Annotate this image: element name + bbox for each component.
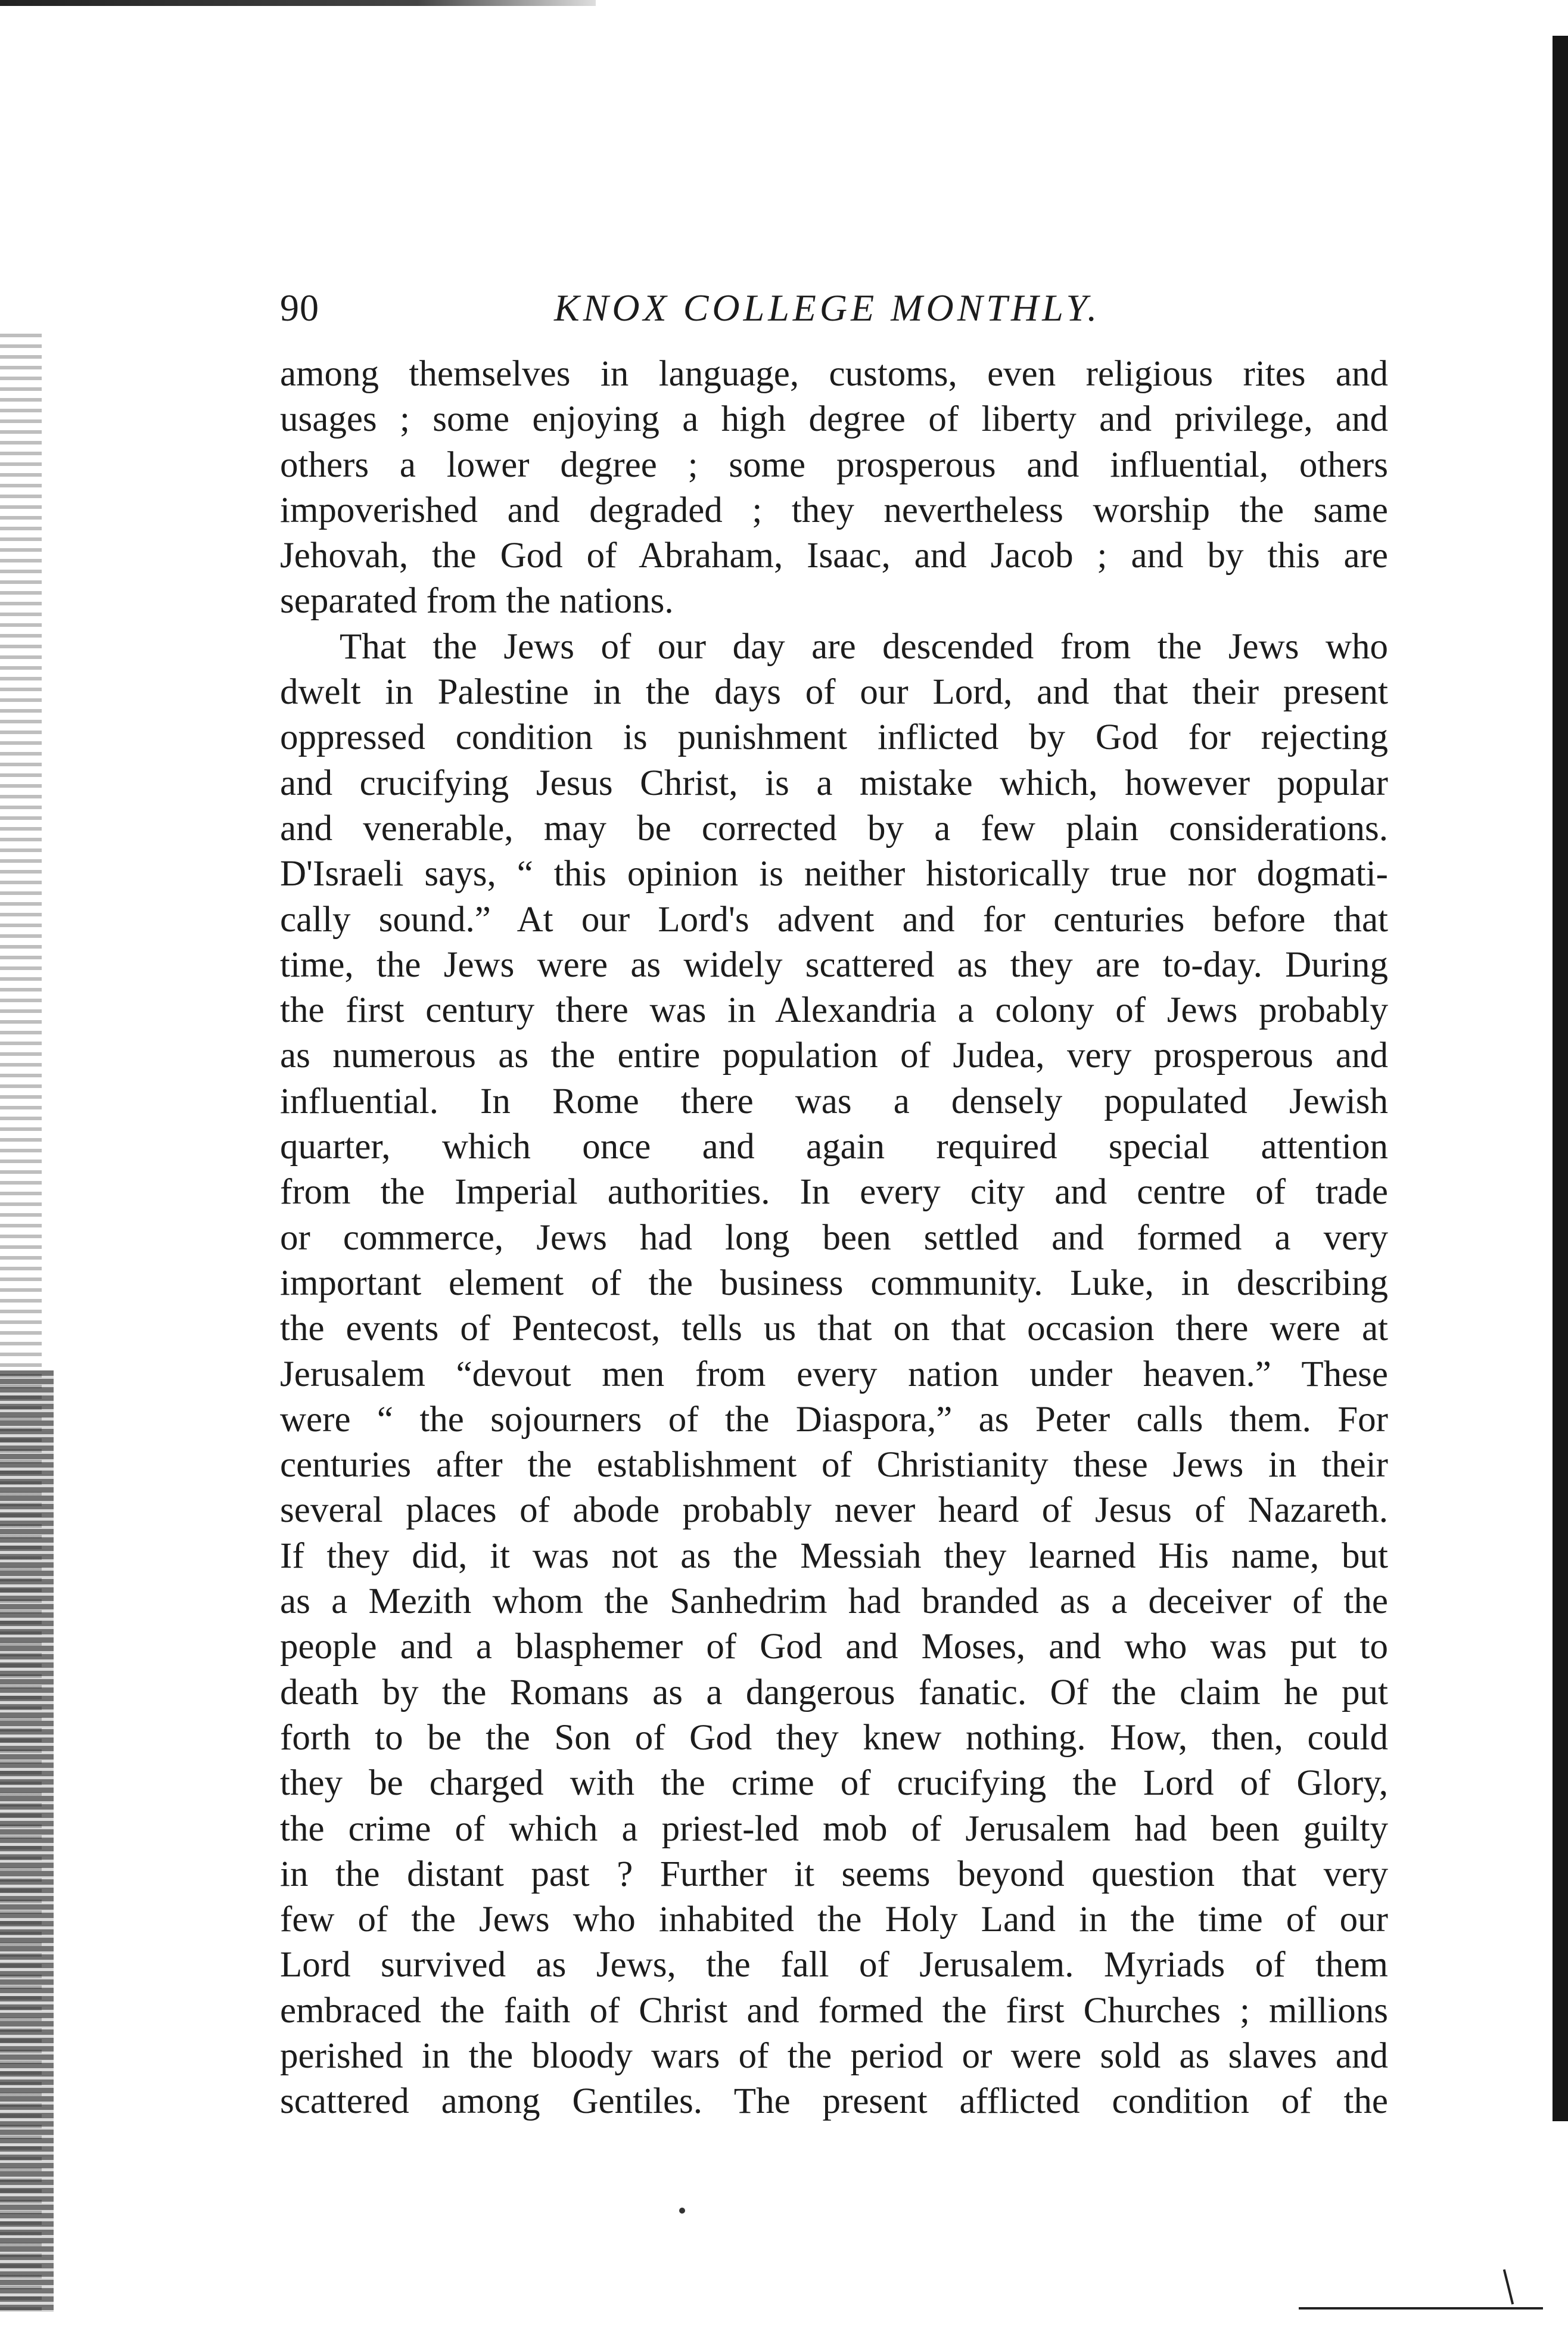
bottom-ink-mark — [1503, 2269, 1514, 2304]
text-line: oppressed condition is punishment inflicted by God for rejecting — [280, 717, 1388, 758]
text-line: dwelt in Palestine in the days of our Lord, and that their present — [280, 672, 1388, 713]
text-line: several places of abode probably never heard of Jesus of Nazareth. — [280, 1490, 1388, 1531]
text-line: cally sound.” At our Lord's advent and for centuries before that — [280, 899, 1388, 940]
text-line: or commerce, Jews had long been settled and formed a very — [280, 1217, 1388, 1258]
text-line-paragraph-start: That the Jews of our day are descended from the Jews who — [340, 626, 1388, 667]
text-line: few of the Jews who inhabited the Holy Land in the time of our — [280, 1900, 1388, 1940]
text-line: perished in the bloody wars of the period or were sold as slaves and — [280, 2035, 1388, 2076]
text-line: the events of Pentecost, tells us that on that occasion there were at — [280, 1308, 1388, 1349]
text-line: Jehovah, the God of Abraham, Isaac, and Jacob ; and by this are — [280, 536, 1388, 576]
text-line: important element of the business community. Luke, in describing — [280, 1263, 1388, 1303]
bottom-rule — [1299, 2307, 1543, 2310]
stray-ink-dot — [679, 2208, 685, 2214]
scan-edge-right — [1553, 36, 1568, 2121]
text-line: in the distant past ? Further it seems beyond question that very — [280, 1854, 1388, 1894]
text-line: centuries after the establishment of Christianity these Jews in their — [280, 1445, 1388, 1485]
text-line: as a Mezith whom the Sanhedrim had branded as a deceiver of the — [280, 1581, 1388, 1622]
text-line: among themselves in language, customs, even religious rites and — [280, 354, 1388, 394]
running-head: KNOX COLLEGE MONTHLY. — [554, 287, 1101, 329]
text-line: quarter, which once and again required special attention — [280, 1127, 1388, 1167]
text-line: time, the Jews were as widely scattered as they are to-day. During — [280, 944, 1388, 985]
text-line: they be charged with the crime of crucifying the Lord of Glory, — [280, 1763, 1388, 1804]
text-line: If they did, it was not as the Messiah they learned His name, but — [280, 1536, 1388, 1576]
text-line: death by the Romans as a dangerous fanatic. Of the claim he put — [280, 1672, 1388, 1712]
scan-edge-top — [0, 0, 596, 6]
text-line: Lord survived as Jews, the fall of Jerusalem. Myriads of them — [280, 1945, 1388, 1985]
body-text — [280, 352, 1388, 2125]
text-line: others a lower degree ; some prosperous and influential, others — [280, 445, 1388, 485]
text-line: forth to be the Son of God they knew nothing. How, then, could — [280, 1717, 1388, 1758]
text-line: embraced the faith of Christ and formed the first Churches ; millions — [280, 1990, 1388, 2031]
text-line: and venerable, may be corrected by a few plain considerations. — [280, 808, 1388, 848]
text-line: influential. In Rome there was a densely populated Jewish — [280, 1081, 1388, 1121]
text-line: usages ; some enjoying a high degree of liberty and privilege, and — [280, 399, 1388, 440]
text-line: Jerusalem “devout men from every nation under heaven.” These — [280, 1354, 1388, 1394]
text-line: the crime of which a priest-led mob of Jerusalem had been guilty — [280, 1808, 1388, 1849]
text-line: impoverished and degraded ; they nevertheless worship the same — [280, 490, 1388, 530]
text-line: were “ the sojourners of the Diaspora,” as Peter calls them. For — [280, 1399, 1388, 1440]
scan-edge-left-binding — [0, 1370, 54, 2312]
page-header — [280, 275, 1400, 341]
page-number: 90 — [280, 287, 319, 329]
text-line: scattered among Gentiles. The present afflicted condition of the — [280, 2081, 1388, 2122]
text-line: D'Israeli says, “ this opinion is neither historically true nor dogmati- — [280, 854, 1388, 894]
text-line: as numerous as the entire population of Judea, very prosperous and — [280, 1036, 1388, 1076]
text-line: separated from the nations. — [280, 581, 674, 621]
text-line: and crucifying Jesus Christ, is a mistake which, however popular — [280, 763, 1388, 803]
text-line: the first century there was in Alexandria a colony of Jews probably — [280, 990, 1388, 1031]
text-line: people and a blasphemer of God and Moses, and who was put to — [280, 1627, 1388, 1667]
text-line: from the Imperial authorities. In every city and centre of trade — [280, 1172, 1388, 1213]
